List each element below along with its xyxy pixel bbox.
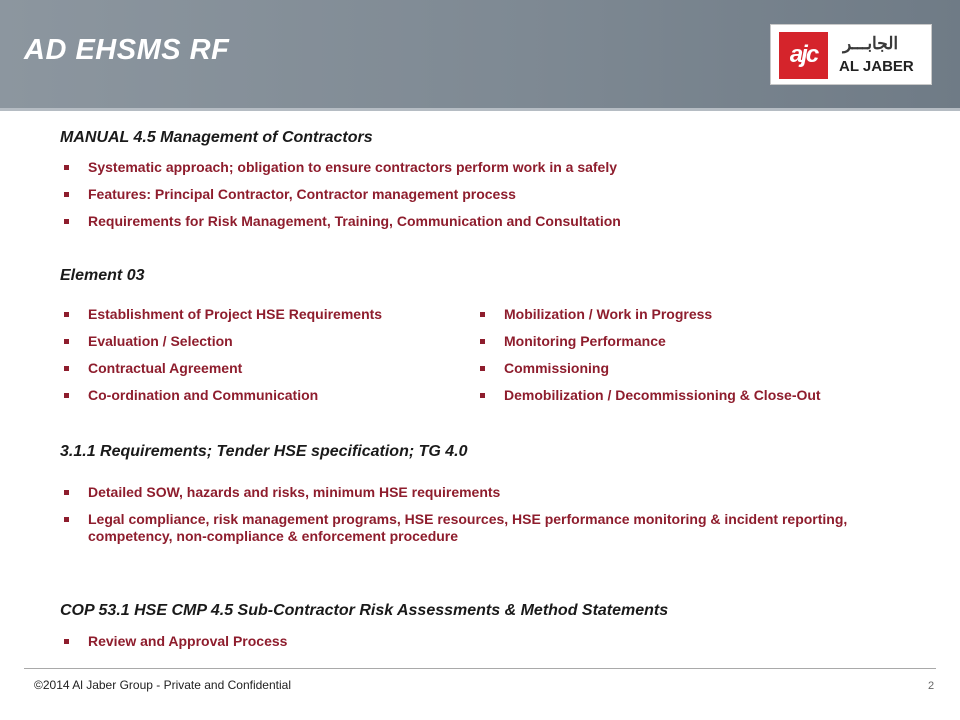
list-item: Detailed SOW, hazards and risks, minimum HSE requirements	[60, 484, 900, 501]
list-item: Contractual Agreement	[60, 360, 470, 377]
slide-title: AD EHSMS RF	[24, 34, 230, 66]
section-heading-element: Element 03	[60, 267, 145, 284]
list-item: Establishment of Project HSE Requirements	[60, 306, 470, 323]
list-item: Mobilization / Work in Progress	[476, 306, 936, 323]
section-heading-requirements: 3.1.1 Requirements; Tender HSE specification; TG 4.0	[60, 443, 468, 460]
logo-company-name: AL JABER	[839, 58, 914, 75]
logo-mark: ajc	[779, 32, 828, 79]
footer-divider	[24, 668, 936, 669]
list-item: Evaluation / Selection	[60, 333, 470, 350]
header-divider	[0, 108, 960, 111]
list-item: Demobilization / Decommissioning & Close-Out	[476, 387, 936, 404]
company-logo	[770, 24, 932, 85]
requirements-bullet-list	[60, 484, 900, 555]
list-item: Legal compliance, risk management programs, HSE resources, HSE performance monitoring & incident reporting, competency, non-compliance & enforcement procedure	[60, 511, 900, 545]
section-heading-manual: MANUAL 4.5 Management of Contractors	[60, 129, 373, 146]
list-item: Review and Approval Process	[60, 633, 900, 650]
manual-bullet-list	[60, 159, 900, 240]
list-item: Monitoring Performance	[476, 333, 936, 350]
list-item: Requirements for Risk Management, Training, Communication and Consultation	[60, 213, 900, 230]
footer-copyright: ©2014 Al Jaber Group - Private and Confidential	[34, 678, 291, 692]
element-bullet-list-right	[476, 306, 936, 414]
list-item: Commissioning	[476, 360, 936, 377]
list-item: Features: Principal Contractor, Contractor management process	[60, 186, 900, 203]
logo-arabic-text: الجابـــر	[843, 34, 899, 53]
element-bullet-list-left	[60, 306, 470, 414]
page-number: 2	[928, 680, 935, 692]
section-heading-cop: COP 53.1 HSE CMP 4.5 Sub-Contractor Risk Assessments & Method Statements	[60, 602, 669, 619]
cop-bullet-list	[60, 633, 900, 660]
list-item: Co-ordination and Communication	[60, 387, 470, 404]
list-item: Systematic approach; obligation to ensure contractors perform work in a safely	[60, 159, 900, 176]
